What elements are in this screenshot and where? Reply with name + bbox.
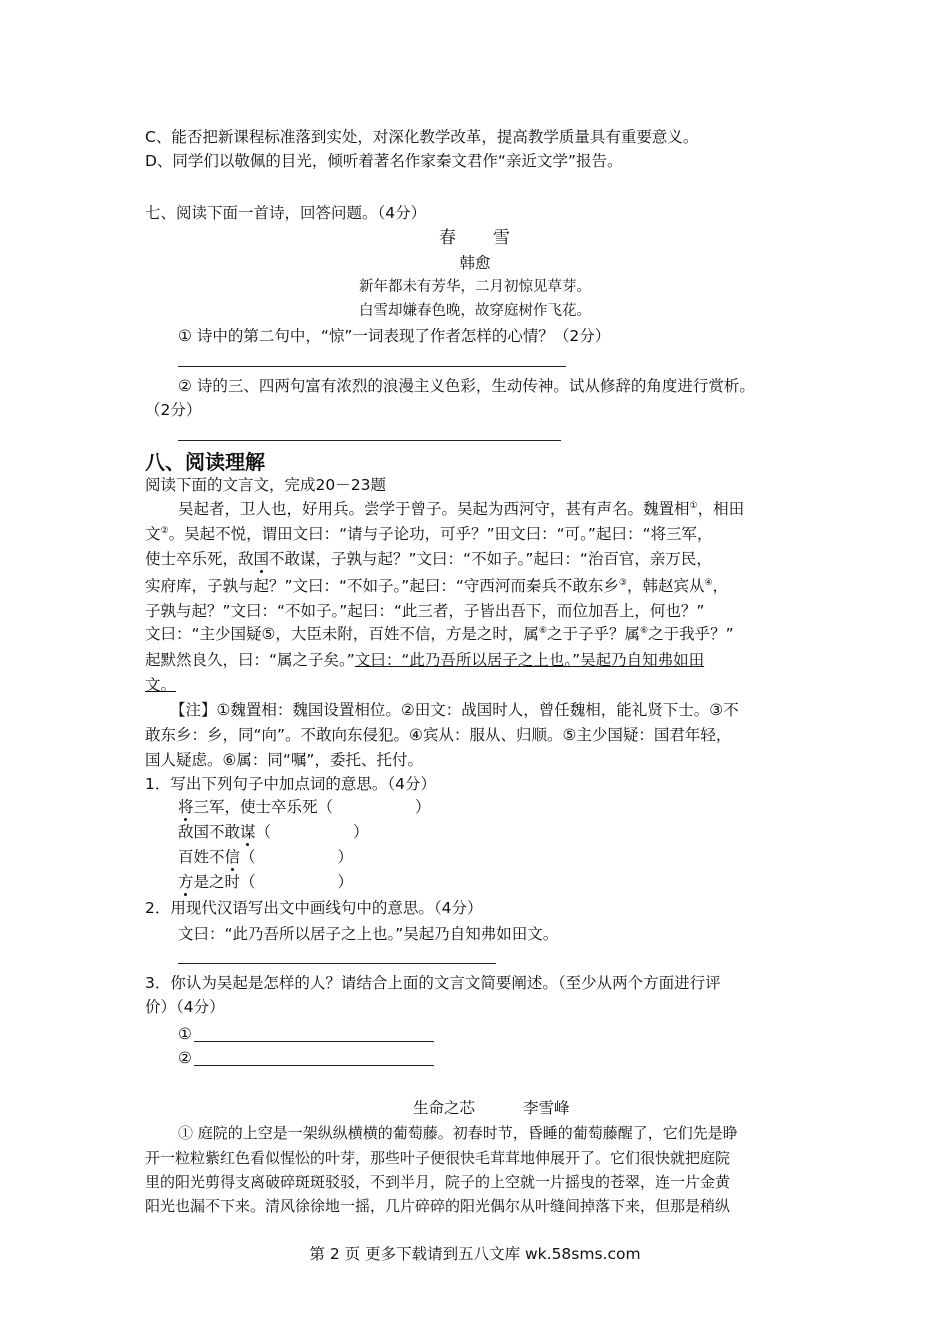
passage-line: 文②。吴起不悦，谓田文曰：“请与子论功，可乎？”田文曰：“可。”起曰：“将三军， [145, 525, 713, 543]
note-line: 【注】①魏置相：魏国设置相位。②田文：战国时人，曾任魏相，能礼贤下士。③不 [170, 701, 739, 719]
sub-question-2-quote: 文曰：“此乃吾所以居子之上也。”吴起乃自知弗如田文。 [178, 925, 559, 943]
essay-author: 李雪峰 [523, 1099, 570, 1117]
poem-line-2: 白雪却嫌春色晚，故穿庭树作飞花。 [359, 303, 591, 319]
word-item: 方是之时（ ） [178, 873, 354, 891]
answer-label-2: ② [178, 1049, 192, 1067]
poem-author: 韩愈 [459, 254, 491, 272]
poem-title: 春 雪 [439, 228, 511, 248]
q7-sub2-score: （2分） [145, 401, 202, 419]
page-footer: 第 2 页 更多下载请到五八文库 wk.58sms.com [309, 1245, 641, 1263]
q7-sub1: ① 诗中的第二句中，“惊”一词表现了作者怎样的心情？（2分） [178, 327, 611, 345]
word-item: 百姓不信（ ） [178, 848, 354, 866]
passage-line: 使士卒乐死，敌国不敢谋，子孰与起？”文曰：“不如子。”起曰：“治百官，亲万民， [145, 550, 712, 568]
option-c: C、能否把新课程标准落到实处，对深化教学改革，提高教学质量具有重要意义。 [145, 128, 699, 146]
passage-line: 文曰：“主少国疑⑤，大臣未附，百姓不信，方是之时，属⑥之于子乎？属⑥之于我乎？” [145, 625, 734, 643]
note-line: 敢东乡：乡，同“向”。不敢向东侵犯。④宾从：服从、归顺。⑤主少国疑：国君年轻， [145, 726, 732, 744]
essay-line: 开一粒粒紫红色看似惺忪的叶芽，那些叶子便很快毛茸茸地伸展开了。它们很快就把庭院 [145, 1149, 731, 1167]
essay-line: 里的阳光剪得支离破碎斑斑驳驳，不到半月，院子的上空就一片摇曳的苍翠，连一片金黄 [145, 1173, 731, 1191]
note-line: 国人疑虑。⑥属：同“嘱”，委托、托付。 [145, 751, 423, 769]
sub-question-1: 1．写出下列句子中加点词的意思。（4分） [145, 775, 436, 793]
answer-line [178, 963, 496, 964]
passage-line: 子孰与起？”文曰：“不如子。”起曰：“此三者，子皆出吾下，而位加吾上，何也？” [145, 602, 705, 620]
word-item: 将三军，使士卒乐死（ ） [178, 798, 431, 816]
essay-title: 生命之芯 [413, 1099, 476, 1117]
passage-line: 实府库，子孰与起？”文曰：“不如子。”起曰：“守西河而秦兵不敢东乡③，韩赵宾从④， [145, 577, 729, 595]
answer-label-1: ① [178, 1025, 192, 1043]
q7-sub2: ② 诗的三、四两句富有浓烈的浪漫主义色彩，生动传神。试从修辞的角度进行赏析。 [178, 377, 755, 395]
answer-line [178, 440, 561, 441]
q8-heading: 八、阅读理解 [145, 450, 265, 474]
poem-line-1: 新年都未有芳华，二月初惊见草芽。 [359, 279, 591, 295]
passage-line: 文。 [145, 676, 177, 694]
option-d: D、同学们以敬佩的目光，倾听着著名作家秦文君作“亲近文学”报告。 [145, 152, 623, 170]
q8-instruction: 阅读下面的文言文，完成20－23题 [145, 476, 386, 494]
q7-heading: 七、阅读下面一首诗，回答问题。（4分） [145, 204, 427, 222]
sub-question-2: 2．用现代汉语写出文中画线句中的意思。（4分） [145, 899, 483, 917]
answer-line [178, 366, 566, 367]
essay-line: 阳光也漏不下来。清风徐徐地一摇，几片碎碎的阳光偶尔从叶缝间掉落下来，但那是稍纵 [145, 1197, 731, 1215]
essay-line: ① 庭院的上空是一架纵纵横横的葡萄藤。初春时节，昏睡的葡萄藤醒了，它们先是睁 [178, 1124, 738, 1142]
sub-question-3: 3．你认为吴起是怎样的人？请结合上面的文言文简要阐述。（至少从两个方面进行评 [145, 974, 721, 992]
answer-line [194, 1041, 434, 1042]
passage-line: 起默然良久，曰：“属之子矣。”文曰：“此乃吾所以居子之上也。”吴起乃自知弗如田 [145, 651, 705, 669]
answer-line [194, 1065, 434, 1066]
passage-line: 吴起者，卫人也，好用兵。尝学于曾子。吴起为西河守，甚有声名。魏置相①，相田 [178, 500, 745, 518]
sub-question-3-cont: 价）（4分） [145, 998, 225, 1016]
word-item: 敌国不敢谋（ ） [178, 823, 369, 841]
